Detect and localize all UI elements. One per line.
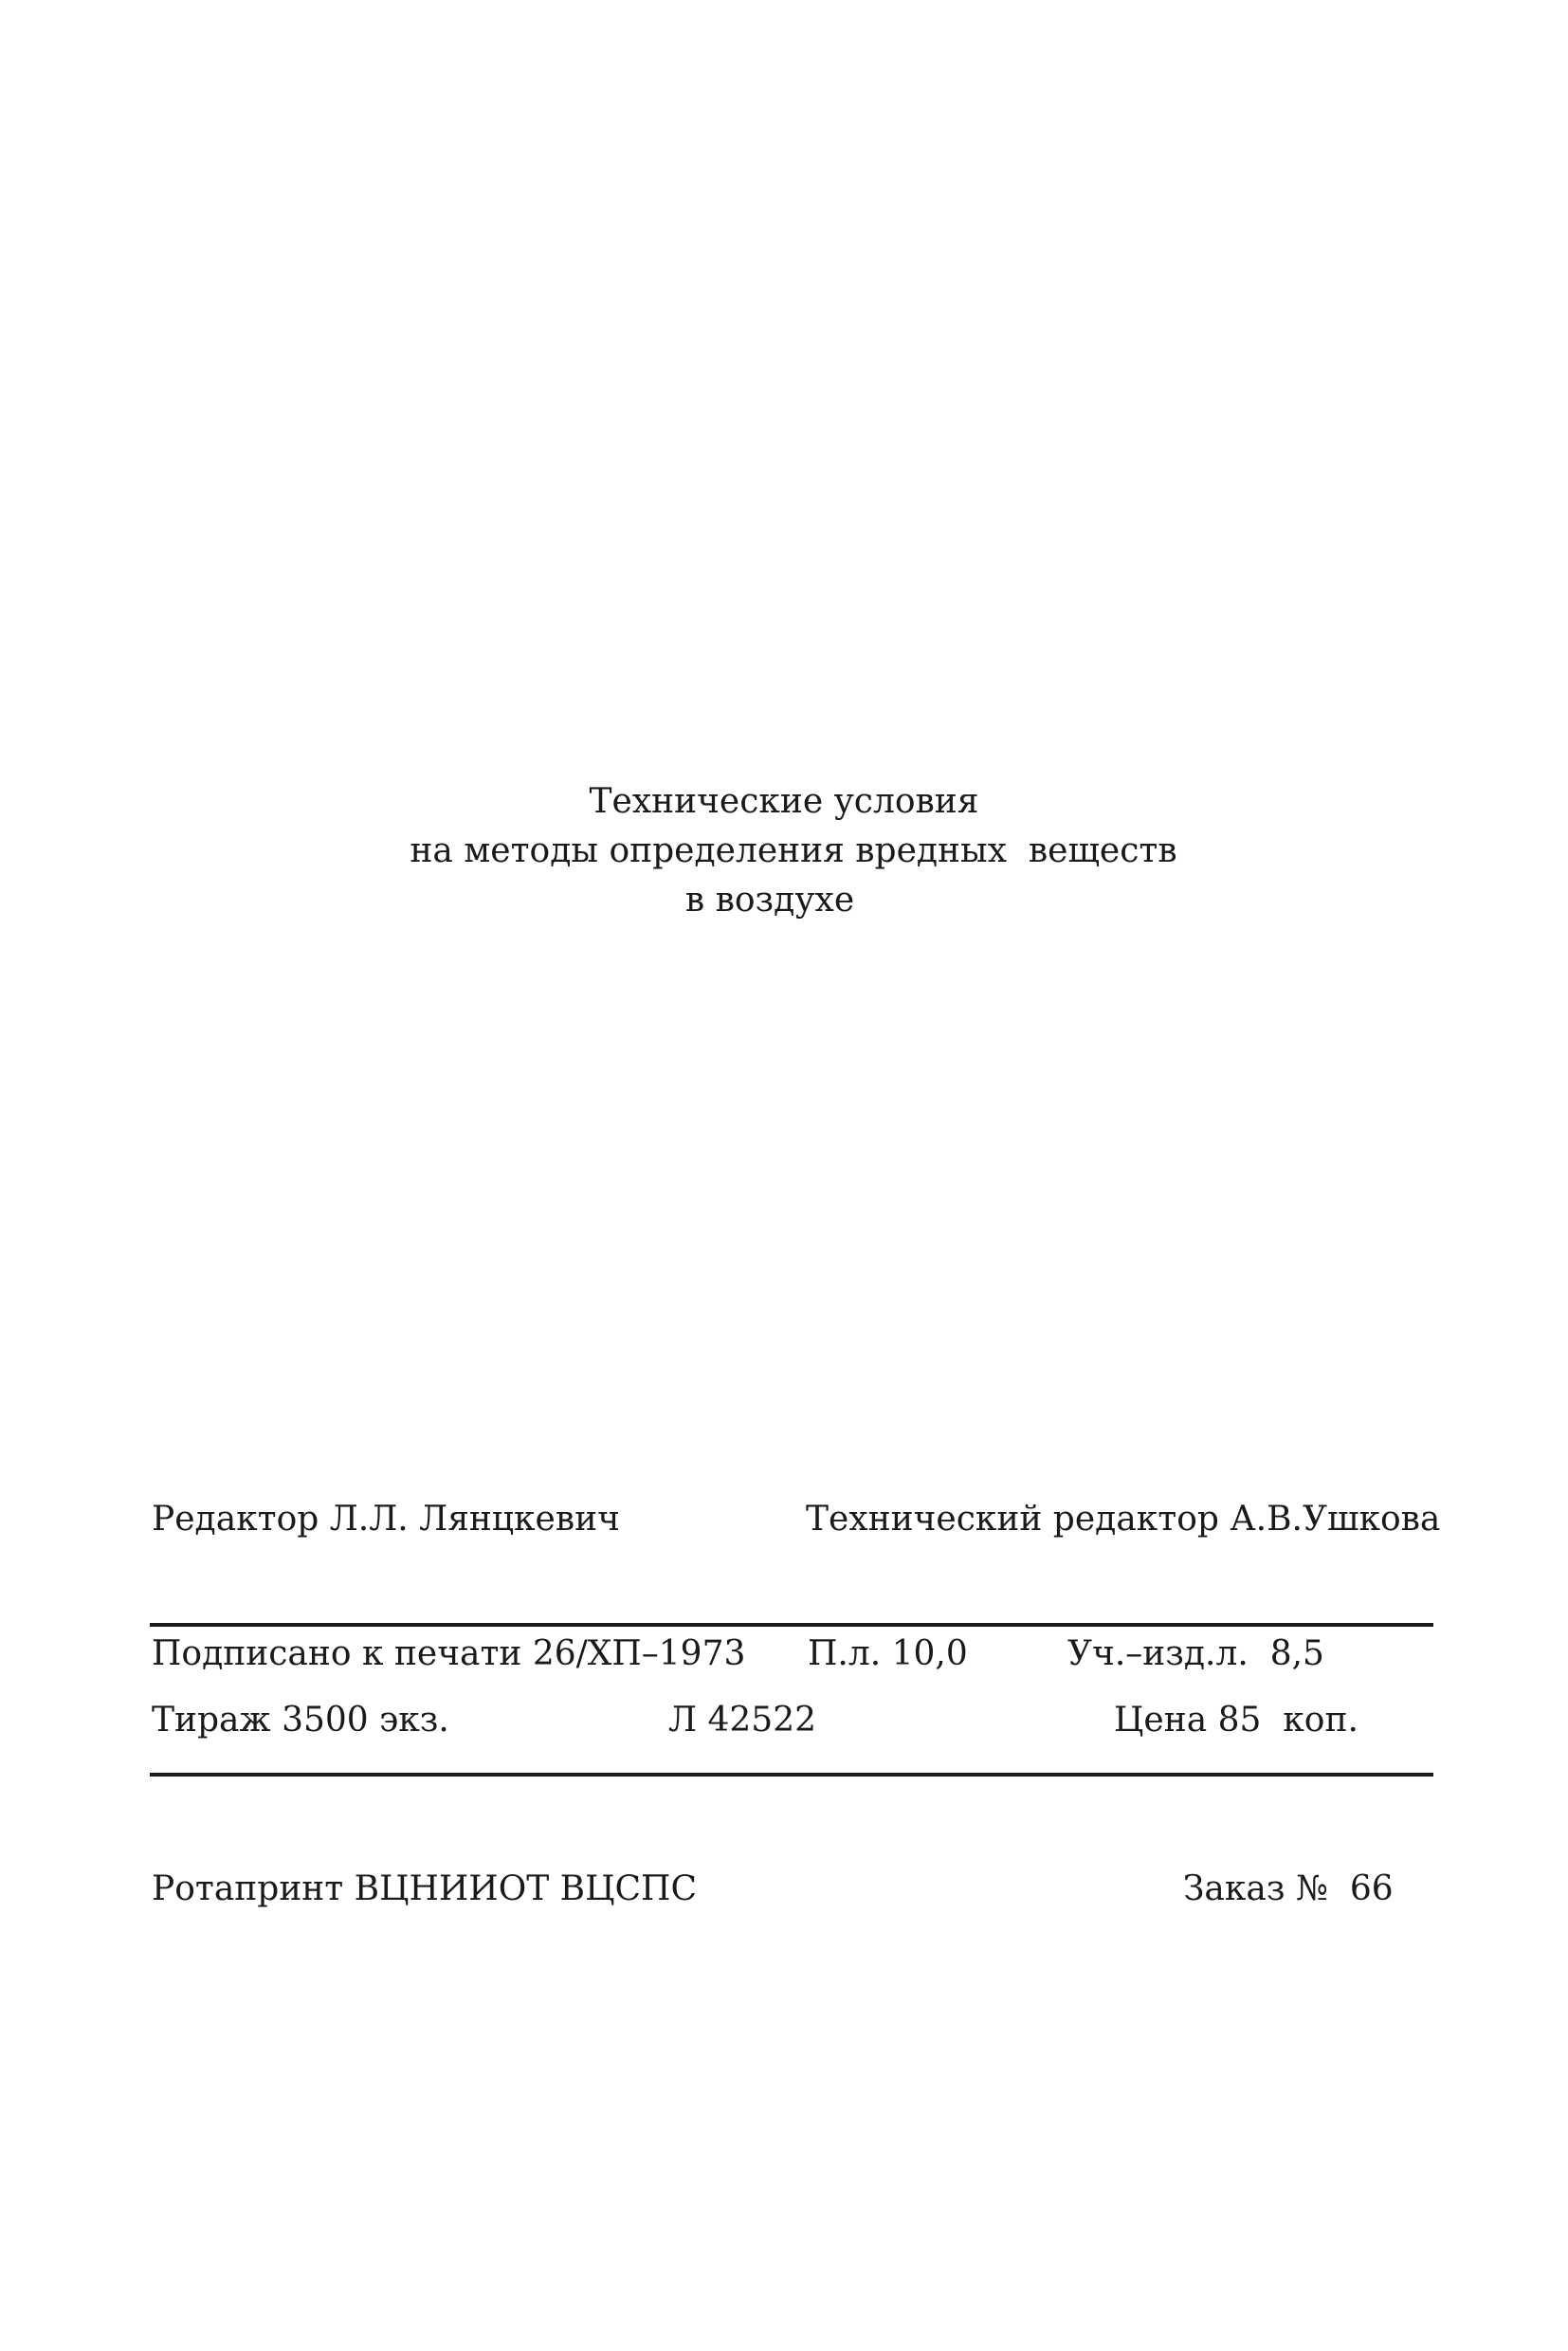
document-title (0, 777, 1568, 925)
technical-editor-credit: Технический редактор А.В.Ушкова (806, 1500, 1441, 1539)
imprint-top-rule (150, 1623, 1433, 1627)
price: Цена 85 коп. (1114, 1701, 1358, 1740)
order-number: Заказ № 66 (1183, 1869, 1394, 1908)
editor-credit: Редактор Л.Л. Лянцкевич (152, 1500, 620, 1539)
print-run: Тираж 3500 экз. (152, 1701, 449, 1740)
signed-for-print: Подписано к печати 26/ХП–1973 (152, 1634, 746, 1673)
imprint-bottom-rule (150, 1773, 1433, 1777)
printed-sheets: П.л. 10,0 (808, 1634, 968, 1673)
printer-info: Ротапринт ВЦНИИОТ ВЦСПС (152, 1869, 697, 1908)
title-line-2: на методы определения вредных веществ (410, 831, 1177, 870)
publishing-sheets: Уч.–изд.л. 8,5 (1067, 1634, 1324, 1673)
title-line-1: Технические условия (589, 782, 979, 821)
licence-number: Л 42522 (668, 1701, 817, 1740)
title-line-3: в воздухе (684, 881, 855, 920)
